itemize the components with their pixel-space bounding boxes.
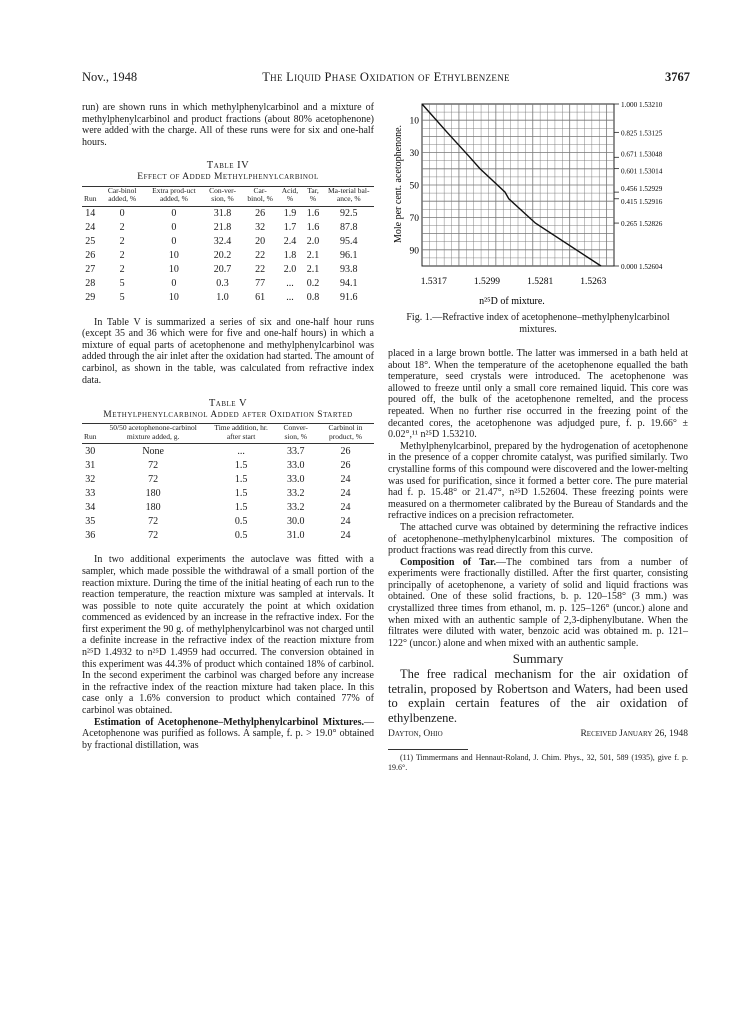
table5-header: Conver-sion, %: [274, 424, 317, 444]
running-header: [82, 70, 690, 86]
paragraph-carbinol: Methylphenylcarbinol, prepared by the hydrogenation of acetophenone in the presence of a copper chromite catalyst, was purified similarly. Two crystalline forms of this compound were discovered and the lower-melting was used for purification, since it formed a better core. The pure material had f. p. 15.48° or 21.47°, n²⁵D 1.52604. These freezing points were measured on a thermometer calibrated by the Bureau of Standards and the refractive indices on a precision refractometer.: [388, 440, 688, 522]
table-cell: 30: [85, 445, 96, 457]
table4-header: Ma-terial bal-ance, %: [323, 186, 374, 206]
table-cell: 2.0: [283, 263, 297, 275]
table-cell: None: [142, 445, 164, 457]
table-cell: 32.4: [213, 235, 232, 247]
y-tick-label: 50: [409, 181, 419, 192]
table-cell: 27: [85, 263, 96, 275]
header-title: The Liquid Phase Oxidation of Ethylbenzene: [262, 70, 510, 84]
table-cell: 2.1: [306, 263, 320, 275]
right-data-label: 0.825 1.53125: [621, 129, 663, 138]
paragraph-estimation: [82, 717, 374, 752]
table-cell: 34: [85, 501, 96, 513]
table-cell: 33.0: [286, 459, 305, 471]
table-cell: 1.6: [306, 207, 320, 219]
table-cell: 180: [145, 487, 161, 499]
table-cell: 77: [255, 277, 266, 289]
table-cell: 1.8: [283, 249, 297, 261]
footnote: (11) Timmermans and Hennaut-Roland, J. Chim. Phys., 32, 501, 589 (1935), give f. p. 19.6°.: [388, 753, 688, 773]
table-cell: 31.8: [213, 207, 232, 219]
table-cell: 1.0: [216, 291, 229, 303]
table-row: [82, 500, 374, 514]
header-date: Nov., 1948: [82, 70, 138, 84]
table-cell: 31: [85, 459, 96, 471]
tar-heading: Composition of Tar.: [400, 556, 496, 568]
right-data-label: 0.456 1.52929: [621, 185, 663, 194]
table-cell: 28: [85, 277, 96, 289]
tar-text: —The combined tars from a number of experiments were fractionally distilled. After the first quarter, consisting principally of acetophenone, a variety of solid and liquid fractions was obtained. One of these solid fractions, b. p. 120–158° (3 mm.) was crystallized three times from ethanol, m. p. 125–126° (uncor.) alone and when mixed with an authentic sample of 2,3-diphenylbutane. When the filtrates were diluted with water, benzoic acid was obtained m. p. 121–122° (uncor.) alone and when mixed with an authentic sample.: [388, 556, 688, 649]
table-cell: 35: [85, 515, 96, 527]
table-cell: 22: [255, 249, 266, 261]
table-cell: 24: [340, 529, 351, 541]
table-cell: 1.5: [234, 459, 248, 471]
table-cell: 95.4: [339, 235, 358, 247]
table-cell: 14: [85, 207, 96, 219]
table-cell: 2.1: [306, 249, 320, 261]
table-cell: 94.1: [339, 277, 358, 289]
table-cell: 0: [119, 207, 125, 219]
table-cell: 2: [119, 263, 125, 275]
table5-header: Carbinol in product, %: [317, 424, 374, 444]
y-tick-label: 30: [409, 149, 419, 160]
table-cell: 93.8: [339, 263, 358, 275]
figure-caption: Fig. 1.—Refractive index of acetophenone–methylphenylcarbinol mixtures.: [406, 312, 670, 335]
table-cell: 2: [119, 235, 125, 247]
table4-title: Table IV: [206, 160, 250, 172]
table-cell: 61: [255, 291, 266, 303]
chart-grid: [422, 104, 614, 266]
table5-header: 50/50 acetophenone-carbinol mixture added, g.: [99, 424, 208, 444]
table-cell: 26: [340, 445, 351, 457]
table-row: [82, 444, 374, 459]
table-cell: 10: [168, 291, 179, 303]
y-tick-label: 70: [409, 213, 419, 224]
page-number: 3767: [665, 70, 690, 84]
table-cell: 5: [119, 291, 125, 303]
table-cell: 5: [119, 277, 125, 289]
table-cell: 24: [340, 473, 351, 485]
estimation-heading: Estimation of Acetophenone–Methylphenylcarbinol Mixtures.: [94, 716, 364, 728]
table4-header: Extra prod-uct added, %: [146, 186, 202, 206]
table5-header: Time addition, hr. after start: [208, 424, 275, 444]
chart-marks: [410, 101, 663, 287]
table4-header: Run: [82, 186, 99, 206]
paragraph-table5-intro: In Table V is summarized a series of six and one-half hour runs (except 35 and 36 which were for five and one-half hours) in which a mixture of equal parts of acetophenone and methylphenylcarbinol was added through the air inlet after the oxidation had started. The amount of carbinol, as shown in the table, was calculated from refractive index data.: [82, 316, 374, 386]
table-cell: 32: [255, 221, 266, 233]
table-row: [82, 291, 374, 305]
table-cell: 21.8: [213, 221, 232, 233]
table-cell: 0: [171, 221, 177, 233]
table-cell: 1.5: [234, 501, 248, 513]
table-cell: 32: [85, 473, 96, 485]
table-cell: 72: [148, 459, 159, 471]
table-cell: 91.6: [339, 291, 358, 303]
table-row: [82, 458, 374, 472]
refractive-index-chart: [392, 98, 688, 308]
table-cell: 0: [171, 207, 177, 219]
paragraph-curve: The attached curve was obtained by determining the refractive indices of acetophenone–methylphenylcarbinol mixtures. The composition of product fractions was read directly from this curve.: [388, 521, 688, 557]
table-cell: 26: [255, 207, 266, 219]
table-cell: 33.2: [286, 501, 305, 513]
table-cell: 26: [85, 249, 96, 261]
table-cell: 1.6: [306, 221, 320, 233]
right-data-label: 0.415 1.52916: [621, 197, 663, 206]
table-cell: 22: [255, 263, 266, 275]
table-cell: 0.5: [234, 529, 248, 541]
table-cell: 33.2: [286, 487, 305, 499]
right-data-label: 0.671 1.53048: [621, 150, 663, 159]
table-cell: 2: [119, 249, 125, 261]
table-cell: 72: [148, 515, 159, 527]
table-cell: 29: [85, 291, 96, 303]
estimation-text: —Acetophenone was purified as follows. A sample, f. p. > 19.0° obtained by fractional distillation, was: [82, 716, 374, 751]
table-cell: 0.5: [234, 515, 248, 527]
signature-line: [388, 729, 688, 743]
right-data-label: 0.601 1.53014: [621, 167, 663, 176]
table-cell: 24: [340, 501, 351, 513]
table-cell: ...: [286, 277, 294, 289]
table-cell: 26: [340, 459, 351, 471]
table5-title: Table V: [208, 398, 248, 410]
table5-header: Run: [82, 424, 99, 444]
table-cell: 0: [171, 277, 177, 289]
table4-header: Con-ver-sion, %: [202, 186, 243, 206]
y-tick-label: 10: [409, 116, 419, 127]
table-cell: 33: [85, 487, 96, 499]
table-row: [82, 221, 374, 235]
table-cell: 2.4: [283, 235, 297, 247]
table-cell: 33.0: [286, 473, 305, 485]
summary-heading: Summary: [512, 651, 564, 667]
summary-text: The free radical mechanism for the air oxidation of tetralin, proposed by Robertson and Waters, had been used to explain certain features of the air oxidation of ethylbenzene.: [388, 667, 688, 725]
table-cell: 0: [171, 235, 177, 247]
paragraph-freezing: placed in a large brown bottle. The latter was immersed in a bath held at about 18°. When the temperature of the acetophenone equalled the bath temperature, seed crystals were introduced. The acetophenone was allowed to freeze until only a small core remained liquid. This core was poured off, the bulk of the acetophenone remelted, and the process repeated. When no further rise occurred in the freezing point of the decanted cores, the acetophenone was adjudged pure, f. p. 19.66° ± 0.02°,¹¹ n²⁵D 1.53210.: [388, 348, 688, 441]
table-cell: 2: [119, 221, 125, 233]
table-cell: 1.7: [283, 221, 297, 233]
table-cell: 24: [340, 487, 351, 499]
table-cell: 180: [145, 501, 161, 513]
table4-header: Acid, %: [277, 186, 302, 206]
table-cell: 24: [85, 221, 96, 233]
x-axis-label: n²⁵D of mixture.: [479, 296, 545, 307]
table-row: [82, 277, 374, 291]
paragraph-tar: [388, 557, 688, 650]
table-row: [82, 263, 374, 277]
paragraph-sampler: In two additional experiments the autoclave was fitted with a sampler, which made possible the withdrawal of a small portion of the reaction mixture. During the time of the initial heating of each run to the reaction temperature, the reaction mixture was sampled at intervals. It was possible to note quite accurately the point at which oxidation commenced as evidenced by an increase in the refractive index. For the first experiment the 90 g. of methylphenylcarbinol was not charged until a definite increase in the refractive index of the reaction mixture from n²⁵D 1.4932 to n²⁵D 1.4959 had occurred. The conversion obtained in this experiment was 44.3% of product which contained 18% of carbinol. In the second experiment the carbinol was charged before any increase in the refractive index of the reaction mixture had taken place. In this case only a 1.6% conversion to product which contained 77% of carbinol was obtained.: [82, 554, 374, 717]
table4-header: Car-binol, %: [243, 186, 277, 206]
table4: [82, 186, 374, 305]
right-data-label: 1.000 1.53210: [621, 101, 663, 109]
table4-subtitle: Effect of Added Methylphenylcarbinol: [137, 171, 319, 182]
table-cell: 96.1: [339, 249, 358, 261]
table-cell: 72: [148, 473, 159, 485]
table5: [82, 423, 374, 542]
table-row: [82, 206, 374, 221]
table4-header: Car-binol added, %: [99, 186, 146, 206]
table5-subtitle: Methylphenylcarbinol Added after Oxidation Started: [103, 409, 353, 420]
x-tick-label: 1.5281: [527, 277, 554, 287]
table-cell: 30.0: [286, 515, 305, 527]
table-cell: 1.5: [234, 487, 248, 499]
table-row: [82, 249, 374, 263]
table-cell: 10: [168, 263, 179, 275]
left-column: [82, 102, 374, 751]
table-cell: 92.5: [339, 207, 358, 219]
table-row: [82, 486, 374, 500]
table-cell: 10: [168, 249, 179, 261]
table-cell: 0.3: [216, 277, 229, 289]
table-cell: 1.9: [283, 207, 297, 219]
right-column: [388, 348, 688, 773]
table-row: [82, 472, 374, 486]
intro-paragraph: run) are shown runs in which methylphenylcarbinol and a mixture of methylphenylcarbinol and product fractions (about 80% acetophenone) were added with the charge. All of these runs were for six and one-half hours.: [82, 102, 374, 148]
figure-1: [392, 98, 688, 328]
footnote-rule: [388, 749, 468, 750]
table-cell: 1.5: [234, 473, 248, 485]
x-tick-label: 1.5299: [473, 277, 501, 287]
x-tick-label: 1.5317: [420, 277, 447, 287]
received-date: Received January 26, 1948: [580, 729, 688, 740]
table-cell: 20.2: [213, 249, 232, 261]
x-tick-label: 1.5263: [580, 277, 607, 287]
y-axis-label: Mole per cent. acetophenone.: [393, 124, 404, 244]
table-cell: 20: [255, 235, 266, 247]
table-cell: 31.0: [286, 529, 305, 541]
table-cell: 24: [340, 515, 351, 527]
table-row: [82, 514, 374, 528]
table-cell: ...: [286, 291, 294, 303]
table-row: [82, 528, 374, 542]
table-cell: 72: [148, 529, 159, 541]
table-cell: 2.0: [306, 235, 320, 247]
table-cell: 33.7: [286, 445, 305, 457]
table-cell: 20.7: [213, 263, 232, 275]
table-row: [82, 235, 374, 249]
table-cell: 0.2: [306, 277, 320, 289]
table-cell: 0.8: [306, 291, 320, 303]
location: Dayton, Ohio: [388, 729, 443, 740]
table4-header: Tar, %: [303, 186, 324, 206]
table-cell: 36: [85, 529, 96, 541]
table-cell: 25: [85, 235, 96, 247]
table-cell: 87.8: [339, 221, 358, 233]
table-cell: ...: [237, 445, 245, 457]
right-data-label: 0.000 1.52604: [621, 263, 663, 271]
y-tick-label: 90: [409, 246, 419, 257]
right-data-label: 0.265 1.52826: [621, 220, 663, 229]
